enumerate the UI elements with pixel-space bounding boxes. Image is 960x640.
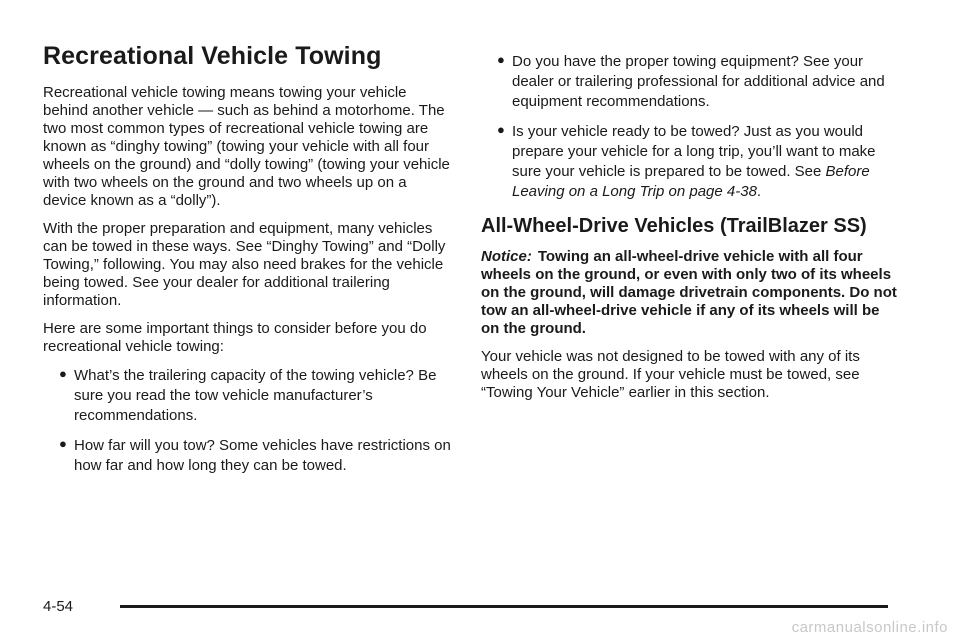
page-title: Recreational Vehicle Towing [43, 42, 382, 70]
considerations-paragraph: Here are some important things to consider before you do recreational vehicle towing: [43, 320, 427, 355]
left-column [43, 84, 453, 486]
considerations-list [43, 366, 453, 476]
considerations-list-continued [481, 52, 901, 202]
intro-paragraph: Recreational vehicle towing means towing your vehicle behind another vehicle — such as behind a motorhome. The two most common types of recreational vehicle towing are known as “dinghy towing” (towing your vehicle with all four wheels on the ground) and “dolly towing” (towing your vehicle with two wheels on the ground and two wheels up on a device known as a “dolly”). [43, 84, 450, 209]
notice-block [481, 248, 901, 338]
list-item-text: Is your vehicle ready to be towed? Just as you would prepare your vehicle for a long trip, you’ll want to make sure your vehicle is prepared to be towed. See [512, 123, 876, 180]
bullet-icon: ● [59, 436, 67, 451]
preparation-paragraph: With the proper preparation and equipment, many vehicles can be towed in these ways. See “Dinghy Towing” and “Dolly Towing,” following. You may also need brakes for the vehicle being towed. See your dealer for additional trailering information. [43, 220, 446, 309]
list-item-text: What’s the trailering capacity of the towing vehicle? Be sure you read the tow vehicle manufacturer’s recommendations. [74, 367, 437, 424]
list-item-text: Do you have the proper towing equipment? See your dealer or trailering professional for additional advice and equipment recommendations. [512, 53, 885, 110]
watermark: carmanualsonline.info [791, 619, 948, 636]
page-number: 4-54 [43, 598, 74, 615]
notice-label: Notice: [481, 248, 532, 265]
notice-text: Towing an all-wheel-drive vehicle with all four wheels on the ground, or even with only two of its wheels on the ground, will damage drivetrain components. Do not tow an all-wheel-drive vehicle if any of its wheels will be on the ground. [481, 248, 897, 337]
bullet-icon: ● [59, 366, 67, 381]
list-item [481, 52, 901, 112]
list-item-text: How far will you tow? Some vehicles have restrictions on how far and how long they can be towed. [74, 437, 451, 474]
page-footer [43, 597, 888, 617]
list-item [43, 436, 453, 476]
bullet-icon: ● [497, 122, 505, 137]
list-item [43, 366, 453, 426]
list-item [481, 122, 901, 202]
list-item-end: . [756, 183, 762, 200]
footer-rule [120, 605, 888, 608]
awd-paragraph: Your vehicle was not designed to be towed with any of its wheels on the ground. If your vehicle must be towed, see “Towing Your Vehicle” earlier in this section. [481, 348, 860, 401]
bullet-icon: ● [497, 52, 505, 67]
cross-reference-link[interactable]: Before Leaving on a Long Trip on page 4-38 [512, 163, 870, 200]
section-heading: All-Wheel-Drive Vehicles (TrailBlazer SS) [481, 215, 867, 237]
right-column [481, 52, 901, 402]
